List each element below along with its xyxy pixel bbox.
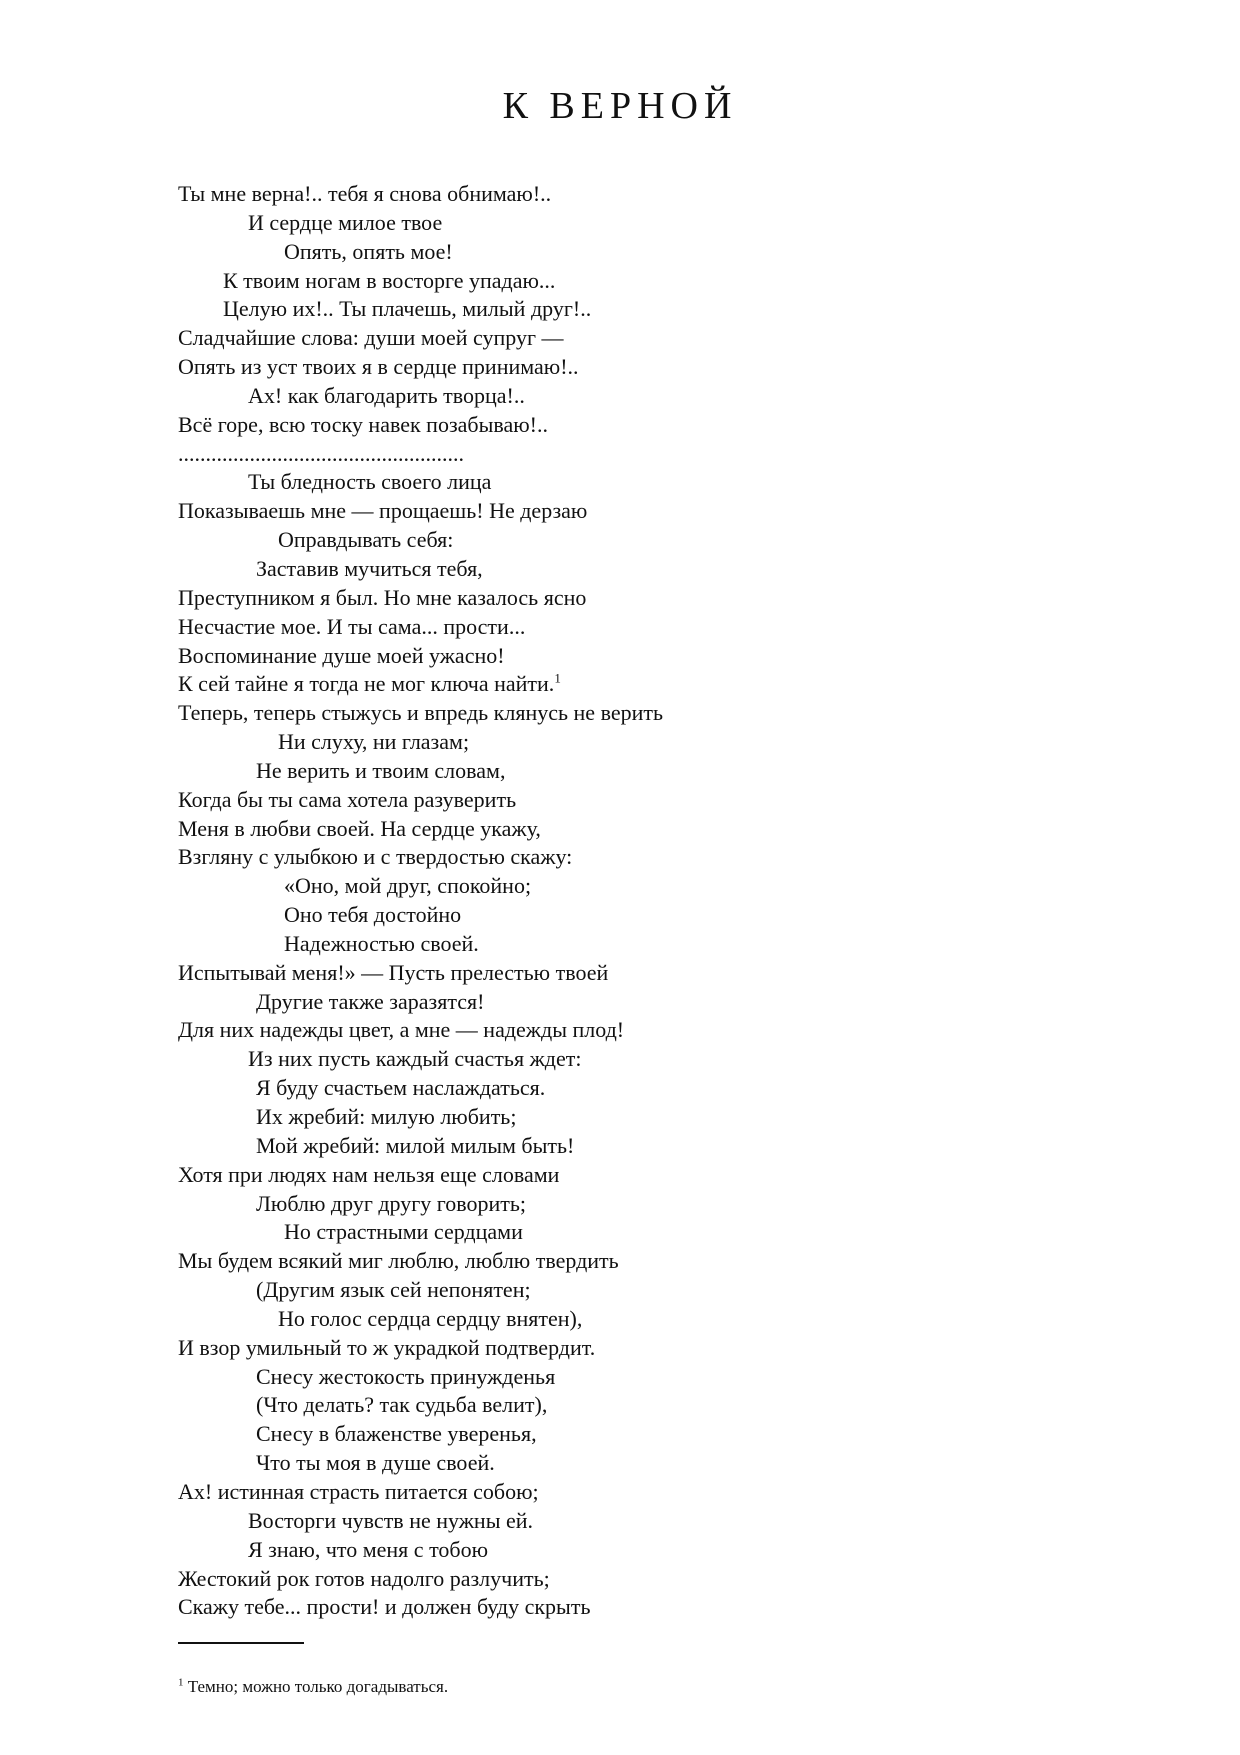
poem-line [178, 930, 1078, 959]
poem-line [178, 872, 1078, 901]
poem-line [178, 440, 1078, 469]
poem-line-text: Теперь, теперь стыжусь и впредь клянусь не верить [178, 700, 664, 726]
poem-line [178, 1420, 1078, 1449]
poem-line-text: Я буду счастьем наслаждаться. [256, 1075, 546, 1101]
poem-line [178, 1449, 1078, 1478]
poem-line [178, 1391, 1078, 1420]
poem-line-text: Надежностью своей. [284, 930, 479, 956]
poem-line-text: Мой жребий: милой милым быть! [256, 1132, 575, 1158]
poem-line [178, 901, 1078, 930]
poem-line [178, 1161, 1078, 1190]
poem-line [178, 642, 1078, 671]
poem-line-text: Скажу тебе... прости! и должен буду скрыть [178, 1594, 591, 1620]
footnote-mark: 1 [178, 1676, 184, 1689]
poem-line-text: Ни слуху, ни глазам; [278, 729, 470, 755]
poem-line-text: Хотя при людях нам нельзя еще словами [178, 1161, 560, 1187]
poem-line [178, 1536, 1078, 1565]
poem-line-text: Воспоминание душе моей ужасно! [178, 642, 505, 668]
poem-line-text: Не верить и твоим словам, [256, 757, 506, 783]
poem-line-text: Опять, опять мое! [284, 238, 453, 264]
poem-line-text: Когда бы ты сама хотела разуверить [178, 786, 517, 812]
poem-line-text: Но голос сердца сердцу внятен), [278, 1305, 583, 1331]
poem-line-text: Что ты моя в душе своей. [256, 1450, 495, 1476]
poem-line-text: Показываешь мне — прощаешь! Не дерзаю [178, 498, 588, 524]
poem-line [178, 324, 1078, 353]
poem-body [178, 180, 1078, 1622]
footnote-reference: 1 [554, 671, 561, 687]
poem-line [178, 1305, 1078, 1334]
poem-line-text: Восторги чувств не нужны ей. [248, 1507, 534, 1533]
poem-line [178, 295, 1078, 324]
poem-line [178, 209, 1078, 238]
poem-line [178, 238, 1078, 267]
poem-line-text: «Оно, мой друг, спокойно; [284, 873, 532, 899]
poem-line-text: Испытывай меня!» — Пусть прелестью твоей [178, 959, 609, 985]
poem-line-text: Для них надежды цвет, а мне — надежды плод! [178, 1017, 625, 1043]
poem-line [178, 497, 1078, 526]
footnote-separator [178, 1642, 304, 1644]
poem-line [178, 670, 1078, 699]
poem-line [178, 988, 1078, 1017]
poem-line-text: Но страстными сердцами [284, 1219, 523, 1245]
poem-line-text: (Что делать? так судьба велит), [256, 1392, 548, 1418]
poem-line-text: (Другим язык сей непонятен; [256, 1277, 531, 1303]
poem-line [178, 1132, 1078, 1161]
footnote [178, 1677, 448, 1697]
poem-line-text: Преступником я был. Но мне казалось ясно [178, 584, 587, 610]
poem-line-text: Мы будем всякий миг люблю, люблю твердить [178, 1248, 619, 1274]
poem-line-text: Я знаю, что меня с тобою [248, 1536, 489, 1562]
poem-line [178, 1218, 1078, 1247]
poem-line-text: Люблю друг другу говорить; [256, 1190, 527, 1216]
poem-line-text: Ах! истинная страсть питается собою; [178, 1478, 539, 1504]
poem-line-text: Целую их!.. Ты плачешь, милый друг!.. [223, 296, 592, 322]
poem-line [178, 1507, 1078, 1536]
poem-line [178, 1103, 1078, 1132]
poem-line-text: Несчастие мое. И ты сама... прости... [178, 613, 526, 639]
poem-line [178, 1016, 1078, 1045]
poem-line [178, 411, 1078, 440]
poem-line-text: Оправдывать себя: [278, 527, 454, 553]
poem-line [178, 526, 1078, 555]
poem-line-text: Ты бледность своего лица [248, 469, 492, 495]
poem-line-text: К твоим ногам в восторге упадаю... [223, 267, 556, 293]
poem-line-text: Жестокий рок готов надолго разлучить; [178, 1565, 550, 1591]
poem-line [178, 468, 1078, 497]
poem-line-text: Взгляну с улыбкою и с твердостью скажу: [178, 844, 573, 870]
poem-line-text: Всё горе, всю тоску навек позабываю!.. [178, 411, 548, 437]
poem-line [178, 180, 1078, 209]
poem-line-text: И сердце милое твое [248, 209, 443, 235]
poem-line-text: Ты мне верна!.. тебя я снова обнимаю!.. [178, 181, 552, 206]
poem-line-text: Из них пусть каждый счастья ждет: [248, 1046, 582, 1072]
poem-line [178, 815, 1078, 844]
poem-line [178, 1478, 1078, 1507]
poem-line [178, 757, 1078, 786]
poem-line [178, 613, 1078, 642]
poem-line [178, 382, 1078, 411]
poem-line-text: Оно тебя достойно [284, 902, 462, 928]
poem-line-text: Их жребий: милую любить; [256, 1104, 517, 1129]
poem-line [178, 1247, 1078, 1276]
poem-title: К ВЕРНОЙ [502, 85, 738, 127]
poem-line-text: Опять из уст твоих я в сердце принимаю!.. [178, 354, 579, 380]
footnote-text: Темно; можно только догадываться. [187, 1677, 449, 1696]
poem-line [178, 1190, 1078, 1219]
poem-line [178, 959, 1078, 988]
poem-line-text: Меня в любви своей. На сердце укажу, [178, 815, 541, 841]
poem-line-text: Сладчайшие слова: души моей супруг — [178, 325, 564, 351]
poem-line [178, 699, 1078, 728]
poem-line-text: .................................................... [178, 440, 464, 466]
poem-line [178, 1045, 1078, 1074]
poem-line [178, 267, 1078, 296]
poem-line-text: Другие также заразятся! [256, 988, 485, 1014]
poem-line [178, 1363, 1078, 1392]
poem-line-text: Ах! как благодарить творца!.. [248, 382, 525, 408]
poem-line [178, 1074, 1078, 1103]
poem-line [178, 786, 1078, 815]
poem-line [178, 353, 1078, 382]
poem-line-text: Заставив мучиться тебя, [256, 555, 483, 581]
poem-line-text: Снесу жестокость принужденья [256, 1363, 556, 1389]
poem-line [178, 843, 1078, 872]
poem-line [178, 1334, 1078, 1363]
poem-line-text: К сей тайне я тогда не мог ключа найти. [178, 671, 555, 697]
poem-line-text: И взор умильный то ж украдкой подтвердит. [178, 1334, 596, 1360]
poem-line [178, 1276, 1078, 1305]
poem-line [178, 1565, 1078, 1594]
poem-line-text: Снесу в блаженстве уверенья, [256, 1421, 537, 1447]
poem-line [178, 584, 1078, 613]
poem-line [178, 555, 1078, 584]
poem-line [178, 1593, 1078, 1622]
poem-line [178, 728, 1078, 757]
